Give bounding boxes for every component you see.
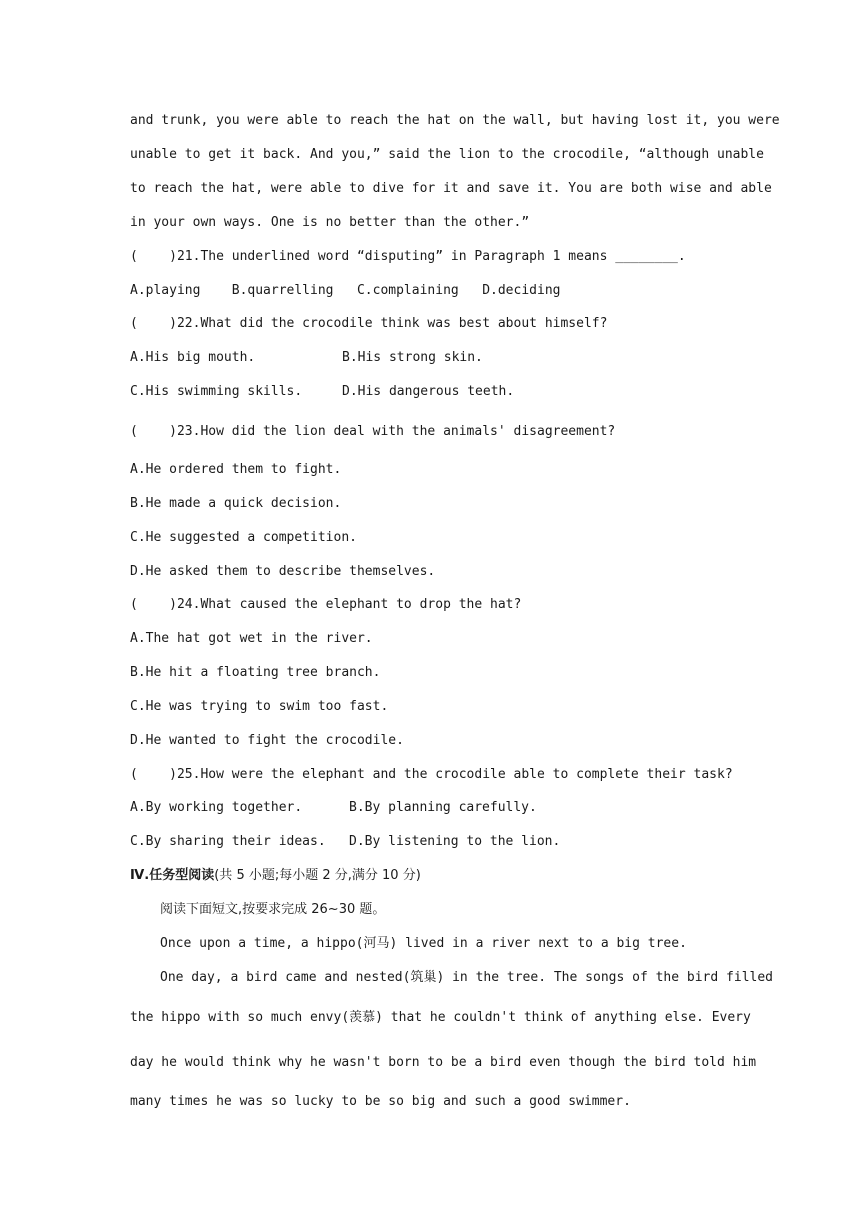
story-line: the hippo with so much envy(羡慕) that he couldn't think of anything else. Every <box>130 1010 751 1025</box>
question-24-option-b: B.He hit a floating tree branch. <box>130 665 381 680</box>
question-22-option-b: B.His strong skin. <box>342 350 483 365</box>
passage-line: to reach the hat, were able to dive for it and save it. You are both wise and able <box>130 181 772 196</box>
question-22-option-c: C.His swimming skills. <box>130 384 303 399</box>
story-line: One day, a bird came and nested(筑巢) in the tree. The songs of the bird filled <box>160 970 773 985</box>
story-line: many times he was so lucky to be so big and such a good swimmer. <box>130 1094 631 1109</box>
question-23-option-c: C.He suggested a competition. <box>130 530 357 545</box>
passage-line: unable to get it back. And you,” said the lion to the crocodile, “although unable <box>130 147 764 162</box>
section-4-note: (共 5 小题;每小题 2 分,满分 10 分) <box>214 868 421 883</box>
question-25-option-d: D.By listening to the lion. <box>349 834 561 849</box>
question-23-stem: ( )23.How did the lion deal with the animals' disagreement? <box>130 424 616 439</box>
section-4-title: Ⅳ.任务型阅读 <box>130 868 215 883</box>
story-line: day he would think why he wasn't born to be a bird even though the bird told him <box>130 1055 757 1070</box>
question-24-stem: ( )24.What caused the elephant to drop the hat? <box>130 597 522 612</box>
question-25-stem: ( )25.How were the elephant and the crocodile able to complete their task? <box>130 767 733 782</box>
question-22-stem: ( )22.What did the crocodile think was best about himself? <box>130 316 608 331</box>
question-24-option-a: A.The hat got wet in the river. <box>130 631 373 646</box>
passage-line: in your own ways. One is no better than the other.” <box>130 215 530 230</box>
question-25-option-b: B.By planning carefully. <box>349 800 537 815</box>
question-21-stem: ( )21.The underlined word “disputing” in Paragraph 1 means ________. <box>130 249 686 264</box>
question-24-option-d: D.He wanted to fight the crocodile. <box>130 733 404 748</box>
question-21-options: A.playing B.quarrelling C.complaining D.deciding <box>130 283 561 298</box>
question-22-option-d: D.His dangerous teeth. <box>342 384 515 399</box>
question-24-option-c: C.He was trying to swim too fast. <box>130 699 389 714</box>
story-line: Once upon a time, a hippo(河马) lived in a river next to a big tree. <box>160 936 687 951</box>
question-25-option-c: C.By sharing their ideas. <box>130 834 326 849</box>
section-4-heading <box>130 867 421 885</box>
question-22-option-a: A.His big mouth. <box>130 350 256 365</box>
passage-line: and trunk, you were able to reach the hat on the wall, but having lost it, you were <box>130 113 780 128</box>
question-25-option-a: A.By working together. <box>130 800 303 815</box>
question-23-option-b: B.He made a quick decision. <box>130 496 342 511</box>
question-23-option-d: D.He asked them to describe themselves. <box>130 564 436 579</box>
question-23-option-a: A.He ordered them to fight. <box>130 462 342 477</box>
section-4-instruction: 阅读下面短文,按要求完成 26~30 题。 <box>160 902 386 917</box>
